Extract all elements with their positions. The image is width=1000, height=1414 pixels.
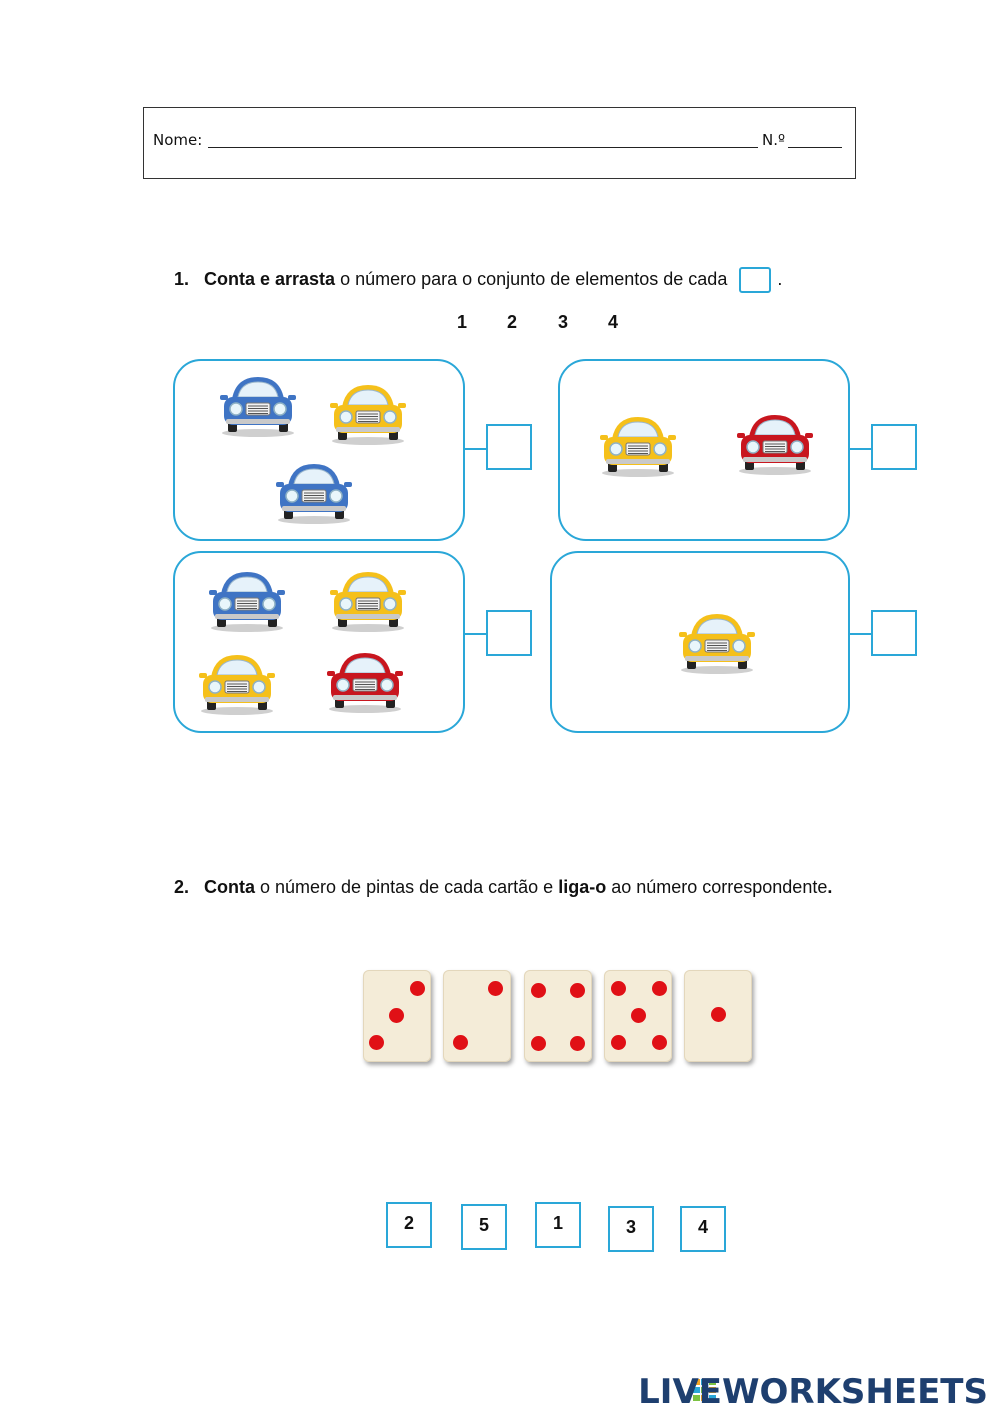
drag-number-4[interactable]: 4 bbox=[608, 312, 619, 332]
question-2-text-2: ao número correspondente bbox=[606, 877, 828, 897]
question-2-bold-liga: liga-o bbox=[558, 877, 607, 897]
car-blue-icon bbox=[220, 377, 296, 437]
card-4-dot bbox=[652, 1035, 667, 1050]
number-card-1[interactable]: 2 bbox=[386, 1202, 432, 1248]
name-label: Nome: bbox=[153, 131, 203, 149]
car-yellow-icon bbox=[600, 417, 676, 477]
card-3-dot bbox=[531, 1036, 546, 1051]
car-blue-icon bbox=[209, 572, 285, 632]
question-2-bold-conta: Conta bbox=[204, 877, 255, 897]
card-1-dot bbox=[369, 1035, 384, 1050]
drag-number-2[interactable]: 2 bbox=[507, 312, 518, 332]
question-1-end: . bbox=[777, 269, 783, 289]
question-2-text bbox=[204, 874, 858, 901]
brand-name: LIVEWORKSHEETS bbox=[638, 1372, 988, 1412]
car-yellow-icon bbox=[199, 655, 275, 715]
drag-number-1[interactable]: 1 bbox=[457, 312, 468, 332]
card-3-dot bbox=[570, 1036, 585, 1051]
car-yellow-icon bbox=[330, 572, 406, 632]
card-4-dot bbox=[631, 1008, 646, 1023]
card-4-dot bbox=[652, 981, 667, 996]
question-2 bbox=[174, 874, 858, 930]
number-card-5[interactable]: 4 bbox=[680, 1206, 726, 1252]
car-yellow-icon bbox=[679, 614, 755, 674]
number-card-3[interactable]: 1 bbox=[535, 1202, 581, 1248]
card-2-dot bbox=[488, 981, 503, 996]
card-4-dot bbox=[611, 1035, 626, 1050]
question-1-bold: Conta e arrasta bbox=[204, 269, 336, 289]
number-card-2[interactable]: 5 bbox=[461, 1204, 507, 1250]
card-2-dot bbox=[453, 1035, 468, 1050]
card-3-dot bbox=[570, 983, 585, 998]
car-red-icon bbox=[327, 653, 403, 713]
car-blue-icon bbox=[276, 464, 352, 524]
question-2-text-1: o número de pintas de cada cartão e bbox=[255, 877, 559, 897]
number-card-4[interactable]: 3 bbox=[608, 1206, 654, 1252]
card-1-dot bbox=[410, 981, 425, 996]
number-label: N.º bbox=[762, 131, 786, 149]
question-2-number: 2. bbox=[174, 877, 190, 897]
card-1-dot bbox=[389, 1008, 404, 1023]
question-1-rest: o número para o conjunto de elementos de cada bbox=[335, 269, 728, 289]
card-4-dot bbox=[611, 981, 626, 996]
card-5-dot bbox=[711, 1007, 726, 1022]
car-yellow-icon bbox=[330, 385, 406, 445]
question-2-bold-period: . bbox=[827, 877, 833, 897]
drag-number-3[interactable]: 3 bbox=[558, 312, 569, 332]
card-3-dot bbox=[531, 983, 546, 998]
question-1-number: 1. bbox=[174, 269, 190, 289]
car-red-icon bbox=[737, 415, 813, 475]
